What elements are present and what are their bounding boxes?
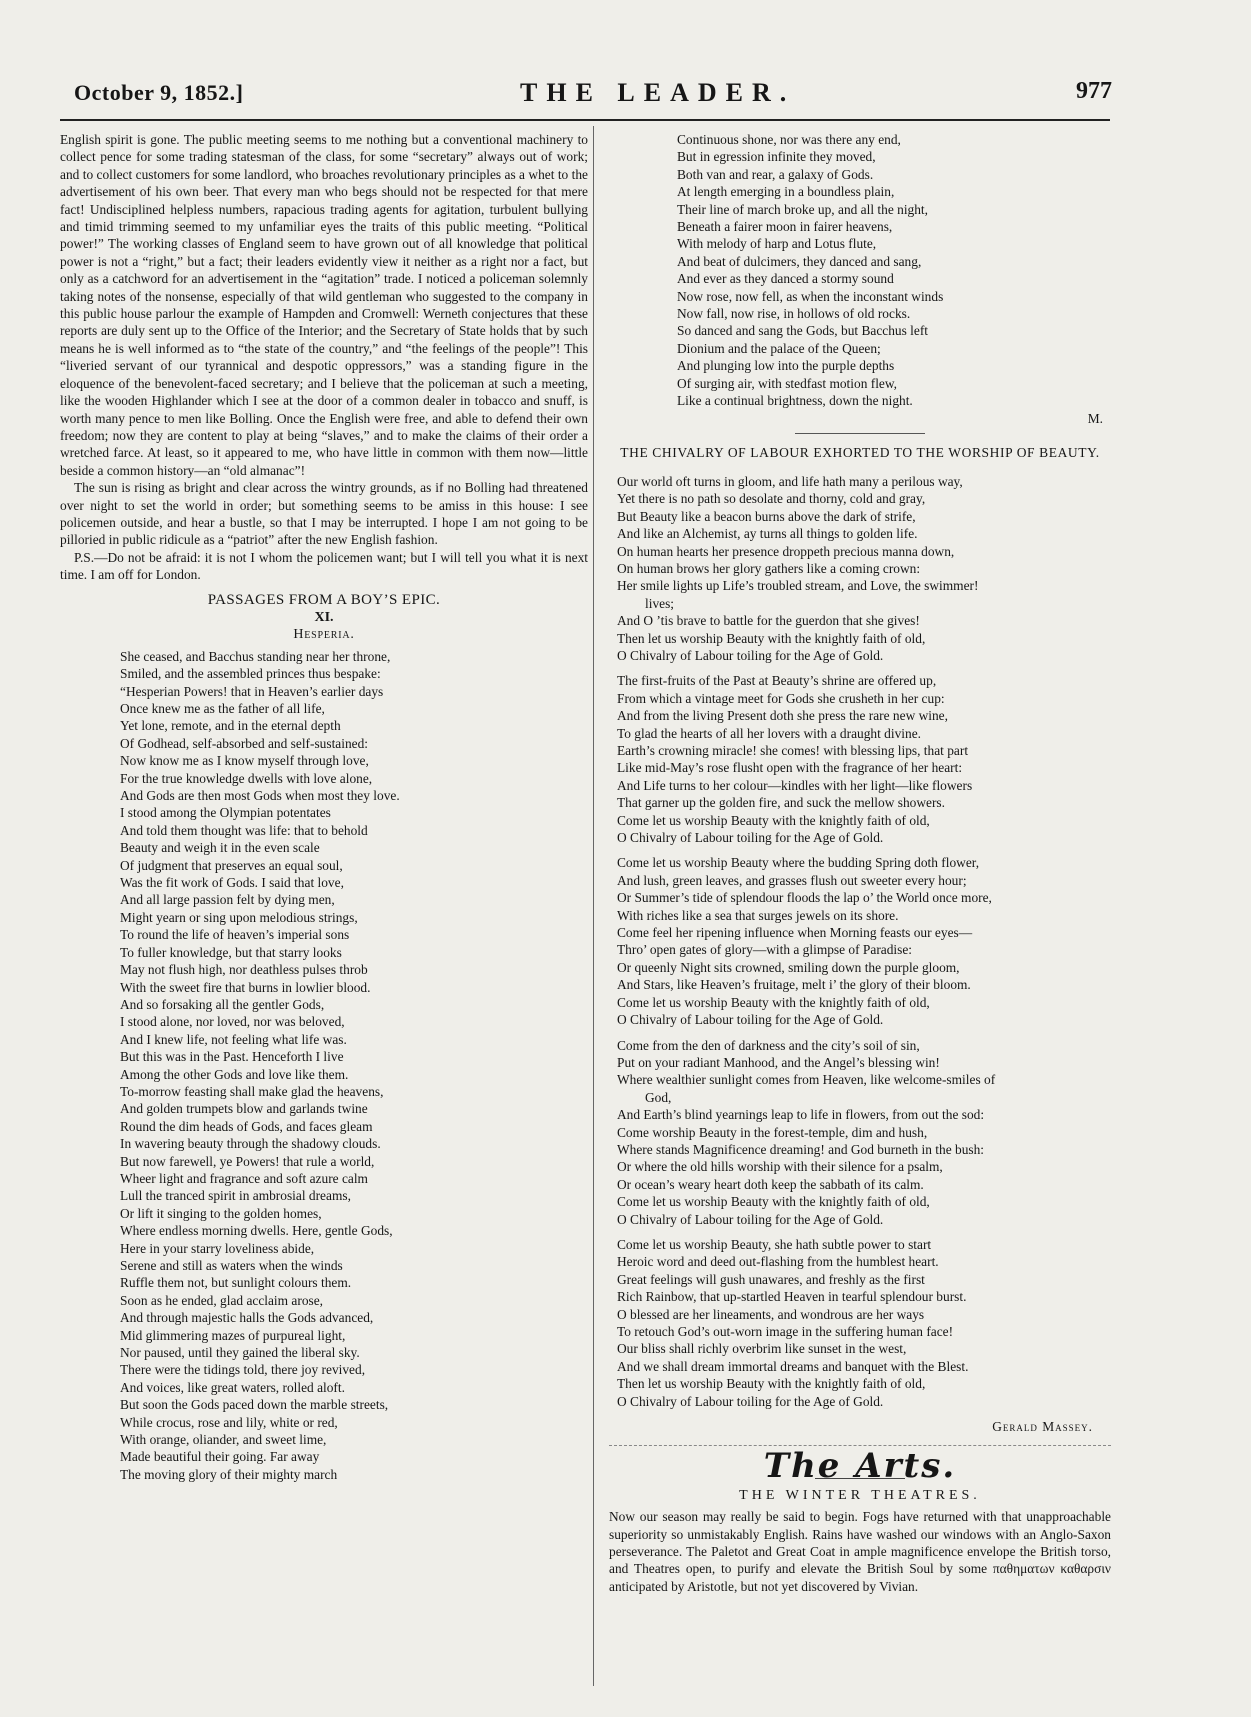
poem-line: Their line of march broke up, and all the night, bbox=[677, 201, 928, 217]
poem-line: And all large passion felt by dying men, bbox=[120, 892, 335, 908]
poem-line: But in egression infinite they moved, bbox=[677, 149, 876, 165]
epic-number: XI. bbox=[314, 609, 334, 625]
poem-line: Beneath a fairer moon in fairer heavens, bbox=[677, 219, 893, 235]
poem-line: And through majestic halls the Gods advanced, bbox=[120, 1310, 374, 1326]
poem-line: Come from the den of darkness and the city’s soil of sin, bbox=[617, 1037, 920, 1053]
poem-line: Like a continual brightness, down the night. bbox=[677, 393, 913, 409]
poem-line: Nor paused, until they gained the liberal sky. bbox=[120, 1345, 360, 1361]
poem-line: Thro’ open gates of glory—with a glimpse of Paradise: bbox=[617, 942, 913, 958]
poem-line: At length emerging in a boundless plain, bbox=[677, 184, 895, 200]
poem-line: Or where the old hills worship with their silence for a psalm, bbox=[617, 1159, 943, 1175]
poem-line: And O ’tis brave to battle for the guerdon that she gives! bbox=[617, 613, 920, 629]
poem-line: And voices, like great waters, rolled aloft. bbox=[120, 1379, 345, 1395]
poem-line: Ruffle them not, but sunlight colours them. bbox=[120, 1275, 352, 1291]
poem-line: For the true knowledge dwells with love alone, bbox=[120, 770, 373, 786]
poem-line: May not flush high, nor deathless pulses throb bbox=[120, 962, 368, 978]
poem-line: Come worship Beauty in the forest-temple, dim and hush, bbox=[617, 1124, 928, 1140]
poem-line: Continuous shone, nor was there any end, bbox=[677, 132, 901, 147]
poem-line: That garner up the golden fire, and suck the mellow showers. bbox=[617, 795, 945, 811]
poem-line: I stood alone, nor loved, nor was beloved, bbox=[120, 1014, 345, 1030]
poem-line: Or ocean’s weary heart doth keep the sabbath of its calm. bbox=[617, 1176, 924, 1192]
poem-line: But now farewell, ye Powers! that rule a world, bbox=[120, 1153, 375, 1169]
chivalry-poem bbox=[609, 473, 1111, 1410]
poem-line: Then let us worship Beauty with the knightly faith of old, bbox=[617, 630, 926, 646]
poem-line: The first-fruits of the Past at Beauty’s shrine are offered up, bbox=[617, 673, 937, 689]
poem-line: Soon as he ended, glad acclaim arose, bbox=[120, 1292, 324, 1308]
poem-line: Once knew me as the father of all life, bbox=[120, 701, 325, 716]
poem-line: To-morrow feasting shall make glad the heavens, bbox=[120, 1083, 384, 1099]
poem-line: O Chivalry of Labour toiling for the Age of Gold. bbox=[617, 830, 884, 846]
poem-line: Like mid-May’s rose flusht open with the fragrance of her heart: bbox=[617, 760, 963, 776]
poem-line: And from the living Present doth she press the rare new wine, bbox=[617, 708, 948, 724]
poem-line: And lush, green leaves, and grasses flush out sweeter every hour; bbox=[617, 872, 967, 888]
epic-signature-row bbox=[609, 410, 1111, 427]
prose-paragraph: English spirit is gone. The public meeting seems to me nothing but a conventional machinery to collect pence for some trading statesman of the class, for some “secretary” always out of work; and to collect customers for some landlord, who broaches revolutionary principles as a whet to the advertisement of his own beer. That every man who begs should not be respected for that mere fact! Undisciplined helpless numbers, rapacious trading agents for agitation, turbulent bullying and timid trimming seemed to my unfamiliar eyes the traits of this public meeting. “Political power!” The working classes of England seem to have grown out of all knowledge that political power is not a “right,” but a fact; their leaders evidently view it neither as a right nor a fact, but only as a catchword for an advertisement in the “agitation” trade. I noticed a policeman solemnly taking notes of the nonsense, especially of that wild gentleman who suggested to the company in this public house parlour the example of Hampden and Cromwell: Werneth conjectures that these reports are duly sent up to the Office of the Interior; and the Secretary of State holds that by such means he is well informed as to “the state of the country,” and “the feelings of the people”! This “liveried servant of our tyrannical and despotic oppressors,” was a standing figure in the eloquence of the benevolent-faced secretary; and I believe that the policeman at such a meeting, like the wooden Highlander which I see at the door of a common dealer in tobacco and snuff, is worth many pence to men like Bolling. Once the English were free, and able to defend their own freedom; now they are content to play at being “slaves,” and to make the claims of their order a wretched farce. At least, so it appeared to me, who have little in common with them now—little beside a common history—an “old almanac”! bbox=[60, 132, 588, 478]
epic-poem-continued bbox=[609, 131, 1111, 410]
poem-line: Here in your starry loveliness abide, bbox=[120, 1240, 315, 1256]
poem-line: And golden trumpets blow and garlands twine bbox=[120, 1101, 368, 1117]
left-column bbox=[60, 131, 588, 1483]
poem-line: And beat of dulcimers, they danced and sang, bbox=[677, 253, 922, 269]
section-separator bbox=[795, 433, 925, 434]
poem-line: Yet lone, remote, and in the eternal depth bbox=[120, 718, 341, 734]
poem-line: Now know me as I know myself through love, bbox=[120, 753, 369, 769]
poem-line: But this was in the Past. Henceforth I live bbox=[120, 1049, 344, 1065]
poem-line: Her smile lights up Life’s troubled stream, and Love, the swimmer! bbox=[617, 578, 979, 594]
poem-line: While crocus, rose and lily, white or red, bbox=[120, 1414, 338, 1430]
poem-line: Of Godhead, self-absorbed and self-sustained: bbox=[120, 735, 369, 751]
epic-poem bbox=[60, 648, 588, 1484]
winter-theatres-text: Now our season may really be said to begin. Fogs have returned with that unapproachable superiority so unmistakably English. Rains have washed our windows with an Anglo-Saxon perseverance. The Paletot and Great Coat in ample magnificence envelope the British torso, and Theatres open, to purify and elevate the British Soul by some παθηματων καθαρσιν anticipated by Aristotle, but not yet discovered by Vivian. bbox=[609, 1509, 1111, 1594]
poem-line: Now rose, now fell, as when the inconstant winds bbox=[677, 288, 944, 304]
prose-paragraph: The sun is rising as bright and clear across the wintry grounds, as if no Bolling had threatened over night to set the world in order; but something seems to be amiss in this house: I see policemen outside, and hear a bustle, so that I may be interrupted. I hope I am not going to be pilloried in public ridicule as a “patriot” after the new English fashion. bbox=[60, 480, 588, 548]
poem-line: On human brows her glory gathers like a coming crown: bbox=[617, 560, 921, 576]
epic-heading: PASSAGES FROM A BOY’S EPIC. bbox=[207, 591, 441, 608]
poem-line: Both van and rear, a galaxy of Gods. bbox=[677, 166, 874, 182]
poem-line: Come let us worship Beauty where the budding Spring doth flower, bbox=[617, 855, 980, 871]
poem-line: From which a vintage meet for Gods she crusheth in her cup: bbox=[617, 690, 945, 706]
poem-line: Smiled, and the assembled princes thus bespake: bbox=[120, 666, 381, 682]
poem-line: And ever as they danced a stormy sound bbox=[677, 271, 894, 287]
poem-line: Come let us worship Beauty with the knightly faith of old, bbox=[617, 812, 930, 828]
poem-line: Among the other Gods and love like them. bbox=[120, 1066, 349, 1082]
poem-line: “Hesperian Powers! that in Heaven’s earlier days bbox=[120, 683, 384, 699]
poem-stanza bbox=[617, 1236, 1111, 1410]
poem-line: God, bbox=[645, 1089, 672, 1105]
poem-line: To round the life of heaven’s imperial sons bbox=[120, 927, 350, 943]
poem-line: Or queenly Night sits crowned, smiling down the purple gloom, bbox=[617, 959, 960, 975]
page-header bbox=[60, 78, 1110, 114]
poem-line: To fuller knowledge, but that starry looks bbox=[120, 944, 342, 960]
poem-stanza bbox=[617, 1037, 1111, 1228]
poem-line: Was the fit work of Gods. I said that love, bbox=[120, 875, 344, 891]
poem-line: With the sweet fire that burns in lowlier blood. bbox=[120, 979, 371, 995]
poem-line: Put on your radiant Manhood, and the Angel’s blessing win! bbox=[617, 1054, 940, 1070]
poem-line: To glad the hearts of all her lovers with a draught divine. bbox=[617, 725, 921, 741]
poem-line: And Earth’s blind yearnings leap to life in flowers, from out the sod: bbox=[617, 1107, 985, 1123]
poem-line: Where stands Magnificence dreaming! and God burneth in the bush: bbox=[617, 1141, 985, 1157]
poem-line: Where endless morning dwells. Here, gentle Gods, bbox=[120, 1223, 393, 1239]
poem-line: She ceased, and Bacchus standing near her throne, bbox=[120, 648, 391, 664]
poem-line: Made beautiful their going. Far away bbox=[120, 1449, 320, 1465]
poem-line: With orange, oliander, and sweet lime, bbox=[120, 1432, 327, 1448]
poem-line: lives; bbox=[645, 595, 675, 611]
poem-stanza bbox=[617, 672, 1111, 846]
poem-line: Then let us worship Beauty with the knightly faith of old, bbox=[617, 1376, 926, 1392]
poem-stanza bbox=[617, 854, 1111, 1028]
poem-line: The moving glory of their mighty march bbox=[120, 1466, 338, 1482]
poem-line: Come let us worship Beauty with the knightly faith of old, bbox=[617, 994, 930, 1010]
poem-line: And told them thought was life: that to behold bbox=[120, 822, 368, 838]
poem-line: Rich Rainbow, that up-startled Heaven in tearful splendour burst. bbox=[617, 1289, 967, 1305]
issue-date: October 9, 1852.] bbox=[74, 80, 244, 105]
poem-line: Round the dim heads of Gods, and faces gleam bbox=[120, 1118, 373, 1134]
poem-line: But Beauty like a beacon burns above the dark of strife, bbox=[617, 508, 916, 524]
poem-line: O Chivalry of Labour toiling for the Age of Gold. bbox=[617, 1393, 884, 1409]
poem-line: I stood among the Olympian potentates bbox=[120, 805, 331, 821]
poem-line: Lull the tranced spirit in ambrosial dreams, bbox=[120, 1188, 351, 1204]
poem-line: Wheer light and fragrance and soft azure calm bbox=[120, 1170, 368, 1186]
poem-line: O blessed are her lineaments, and wondrous are her ways bbox=[617, 1306, 925, 1322]
prose-paragraph: P.S.—Do not be afraid: it is not I whom the policemen want; but I will tell you what it is next time. I am off for London. bbox=[60, 549, 588, 583]
poem-line: And so forsaking all the gentler Gods, bbox=[120, 996, 325, 1012]
poem-line: Where wealthier sunlight comes from Heaven, like welcome-smiles of bbox=[617, 1072, 996, 1088]
poem-line: And like an Alchemist, ay turns all things to golden life. bbox=[617, 526, 918, 542]
right-column bbox=[609, 131, 1111, 1595]
poem-stanza bbox=[617, 473, 1111, 664]
poem-line: Or lift it singing to the golden homes, bbox=[120, 1205, 322, 1221]
chivalry-heading: THE CHIVALRY OF LABOUR EXHORTED TO THE WORSHIP OF BEAUTY. bbox=[620, 444, 1100, 460]
poem-line: And Gods are then most Gods when most they love. bbox=[120, 788, 400, 804]
poem-line: Come let us worship Beauty with the knightly faith of old, bbox=[617, 1194, 930, 1210]
poem-line: In wavering beauty through the shadowy clouds. bbox=[120, 1136, 381, 1152]
poem-line: O Chivalry of Labour toiling for the Age of Gold. bbox=[617, 1012, 884, 1028]
poem-line: Dionium and the palace of the Queen; bbox=[677, 340, 881, 356]
poem-line: Our world oft turns in gloom, and life hath many a perilous way, bbox=[617, 473, 963, 489]
poem-line: Now fall, now rise, in hollows of old rocks. bbox=[677, 306, 911, 322]
poem-line: Serene and still as waters when the winds bbox=[120, 1258, 343, 1273]
poem-line: Might yearn or sing upon melodious strings, bbox=[120, 909, 358, 925]
poem-line: O Chivalry of Labour toiling for the Age of Gold. bbox=[617, 1211, 884, 1227]
winter-theatres-heading: THE WINTER THEATRES. bbox=[739, 1487, 981, 1503]
page-number: 977 bbox=[1076, 78, 1112, 104]
poem-line: So danced and sang the Gods, but Bacchus left bbox=[677, 323, 929, 339]
poem-line: Beauty and weigh it in the even scale bbox=[120, 840, 320, 856]
poem-line: Of surging air, with stedfast motion flew, bbox=[677, 375, 898, 391]
poem-line: Our bliss shall richly overbrim like sunset in the west, bbox=[617, 1341, 907, 1357]
poem-line: But soon the Gods paced down the marble streets, bbox=[120, 1397, 389, 1413]
poem-line: On human hearts her presence droppeth precious manna down, bbox=[617, 543, 955, 559]
poem-line: Heroic word and deed out-flashing from the humblest heart. bbox=[617, 1254, 939, 1270]
poem-line: And I knew life, not feeling what life was. bbox=[120, 1031, 347, 1047]
poem-line: With riches like a sea that surges jewels on its shore. bbox=[617, 907, 899, 923]
poem-line: And Life turns to her colour—kindles with her light—like flowers bbox=[617, 777, 973, 793]
column-divider bbox=[593, 126, 594, 1686]
poem-line: To retouch God’s out-worn image in the suffering human face! bbox=[617, 1324, 954, 1339]
poem-line: Yet there is no path so desolate and thorny, cold and gray, bbox=[617, 491, 926, 507]
poem-line: Earth’s crowning miracle! she comes! with blessing lips, that part bbox=[617, 743, 969, 758]
masthead-title: THE LEADER. bbox=[520, 78, 796, 107]
poem-line: Mid glimmering mazes of purpureal light, bbox=[120, 1327, 346, 1343]
poem-line: And we shall dream immortal dreams and banquet with the Blest. bbox=[617, 1358, 969, 1374]
epic-signature: M. bbox=[1087, 410, 1103, 426]
poem-line: Or Summer’s tide of splendour floods the lap o’ the World once more, bbox=[617, 890, 992, 906]
header-rule bbox=[60, 119, 1110, 121]
epic-subtitle: Hesperia. bbox=[293, 627, 355, 643]
poem-line: Come let us worship Beauty, she hath subtle power to start bbox=[617, 1236, 932, 1252]
poem-line: And plunging low into the purple depths bbox=[677, 358, 895, 374]
poem-line: With melody of harp and Lotus flute, bbox=[677, 236, 877, 252]
poem-line: And Stars, like Heaven’s fruitage, melt i’ the glory of their bloom. bbox=[617, 977, 971, 993]
poem-line: Great feelings will gush unawares, and freshly as the first bbox=[617, 1271, 925, 1287]
chivalry-signature: Gerald Massey. bbox=[992, 1419, 1093, 1435]
arts-heading: The Arts. bbox=[763, 1446, 957, 1487]
poem-line: There were the tidings told, there joy revived, bbox=[120, 1362, 366, 1378]
poem-line: O Chivalry of Labour toiling for the Age of Gold. bbox=[617, 647, 884, 663]
poem-line: Of judgment that preserves an equal soul, bbox=[120, 857, 343, 873]
poem-line: Come feel her ripening influence when Morning feasts our eyes— bbox=[617, 925, 973, 941]
